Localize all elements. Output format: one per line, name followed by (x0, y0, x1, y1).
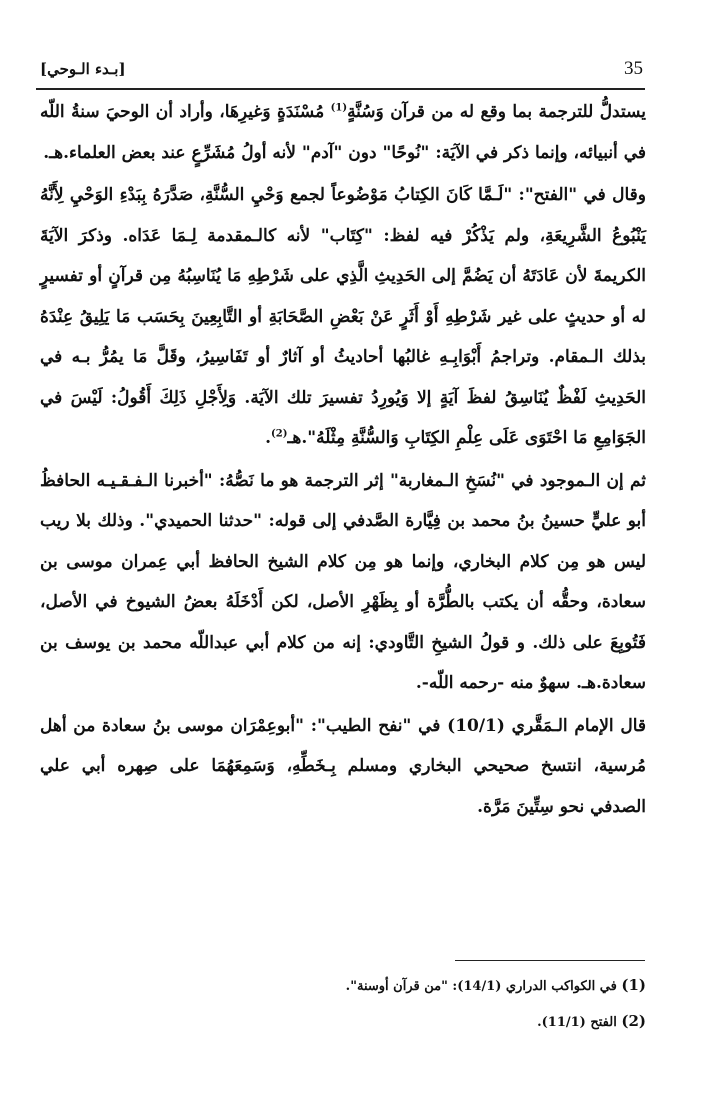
footnote-mark-2: (2) (271, 428, 288, 440)
footnote-1-text: في الكواكب الدراري (14/1): "من قرآن أوسنة". (345, 979, 617, 994)
paragraph-1-text-b: مُسْنَدَةٍ وَغيرِهَا، وأراد أن الوحيَ سنةُ اللّه في أنبيائه، وإنما ذكر في الآيَة: "نُوحًا" دون "آدم" لأنه أولُ مُشَرِّعٍ عند بعض العلماء.هـ. (40, 102, 646, 163)
running-title: [بـدء الـوحي] (40, 60, 126, 78)
paragraph-1-text-a: يستدلُّ للترجمة بما وقع له من قرآن وَسُنَّةٍ (347, 102, 647, 122)
paragraph-1 (40, 92, 646, 173)
footnote-1 (40, 968, 646, 1004)
paragraph-4: قال الإمام الـمَقَّري (10/1) في "نفح الطيب": "أبوعِمْرَان موسى بنُ سعادة من أهل مُرسية، انتسخ صحيحي البخاري ومسلم بِـخَطِّهِ، وَسَمِعَهُمَا على صِهره أبي علي الصدفي نحو سِتِّينَ مَرَّة. (40, 715, 646, 817)
footnote-2-number: (2) (621, 1012, 646, 1030)
main-text (40, 92, 646, 827)
paragraph-2-end: . (265, 428, 271, 448)
footnotes (40, 968, 646, 1040)
footnote-2-text: الفتح (11/1). (537, 1015, 617, 1030)
footnote-mark-1: (1) (330, 102, 348, 114)
paragraph-2 (40, 175, 646, 459)
paragraph-3: ثم إن الـموجود في "نُسَخِ الـمغاربة" إثر الترجمة هو ما نَصُّهُ: "أخبرنا الـفـقـيـه الحافظُ أبو عليٍّ حسينُ بنُ محمد بن فِيَّارة الصَّدفي إلى قوله: "حدثنا الحميدي". وذلك بلا ريب ليس هو مِن كلام البخاري، وإنما هو مِن كلام الشيخ الحافظ أبي عِمران موسى بن سعادة، وحقُّه أن يكتب بالطُّرَّة أو بِظَهْرِ الأصل، لكن أَدْخَلَهُ بعضُ الشيوخ في الأصل، فَتُوبِعَ على ذلك. و قولُ الشيخِ التَّاودي: إنه من كلام أبي عبداللّه محمد بن يوسف بن سعادة.هـ. سهوٌ منه -رحمه اللّه-. (40, 470, 646, 693)
header-rule (36, 88, 645, 90)
page-number: 35 (624, 58, 643, 79)
footnote-rule (455, 960, 645, 961)
footnote-2 (40, 1004, 646, 1040)
footnote-1-number: (1) (621, 976, 646, 994)
paragraph-2-text: وقال في "الفتح": "لَـمَّا كَانَ الكِتابُ مَوْضُوعاً لجمع وَحْيِ السُّنَّةِ، صَدَّرَهُ بِبَدْءِ الوَحْيِ لِأَنَّهُ يَنْبُوعُ الشَّرِيعَةِ، ولم يَذْكُرْ فيه لفظ: "كِتَاب" لأنه كالـمقدمة لِـمَا عَدَاه. وذكرَ الآيَةَ الكريمةَ لأن عَادَتَهُ أن يَضُمَّ إلى الحَدِيثِ الَّذِي على شَرْطِهِ مَا يُنَاسِبُهُ مِن قرآنٍ أو تفسيرٍ له أو حديثٍ على غير شَرْطِهِ أَوْ أَثَرٍ عَنْ بَعْضِ الصَّحَابَةِ أو التَّابِعِينَ بِحَسَب مَا يَلِيقُ عِنْدَهُ بذلك الـمقام. وتراجمُ أَبْوَابِـهِ غالبُها أحاديثُ أو آثارٌ أو تَفَاسِيرُ، وقَلَّ مَا يمُرُّ بـه في الحَدِيثِ لَفْظٌ يُنَاسِقُ لفظَ آيَةٍ إلا وَيُورِدُ تفسيرَ تلك الآيَة. وَلِأَجْلِ ذَلِكَ أَقُولُ: لَيْسَ في الجَوَامِعِ مَا احْتَوَى عَلَى عِلْمِ الكِتَابِ وَالسُّنَّةِ مِثْلَهُ".هـ (40, 185, 646, 448)
page-header (40, 52, 643, 86)
